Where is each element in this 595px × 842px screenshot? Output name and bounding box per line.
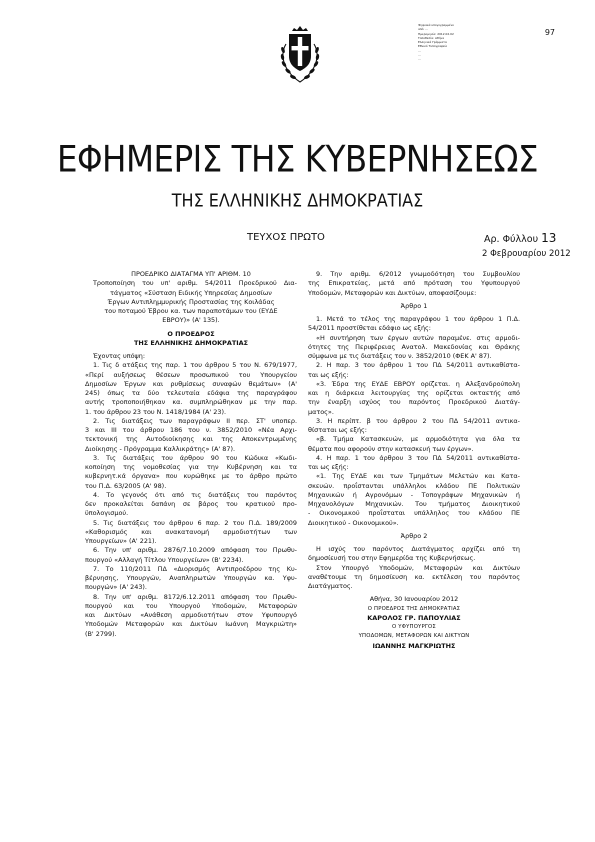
text-line: σκευών. προΐστανται υπάλληλοι κλάδου ΠΕ Πολιτικών bbox=[308, 481, 520, 490]
text-line: δεν προκαλείται δαπάνη σε βάρος του κρατικού προ- bbox=[85, 500, 297, 508]
stamp-line: ... bbox=[418, 57, 421, 62]
text-line: ότητες της Περιφέρειας Ανατολ. Μακεδονίας και Θράκης bbox=[308, 342, 520, 351]
text-line: 1. Μετά το τέλος της παραγράφου 1 του άρθρου 1 Π.Δ. bbox=[316, 315, 520, 323]
signatory-name: ΙΩΑΝΝΗΣ ΜΑΓΚΡΙΩΤΗΣ bbox=[372, 641, 456, 650]
text-line: Υπουργείων» (Α' 221). bbox=[85, 537, 157, 545]
text-line: «3. Έδρα της ΕΥΔΕ ΕΒΡΟΥ ορίζεται. η Αλεξανδρούπολη bbox=[316, 379, 520, 388]
article-heading: Άρθρο 1 bbox=[400, 301, 428, 310]
signatory-title: ΥΠΟΔΟΜΩΝ, ΜΕΤΑΦΟΡΩΝ ΚΑΙ ΔΙΚΤΥΩΝ bbox=[358, 633, 470, 640]
text-line: θίσταται ως εξής: bbox=[308, 426, 367, 434]
text-line: Διοίκησης - Πρόγραμμα Καλλικράτης» (Α' 87). bbox=[85, 444, 235, 453]
signatory-title: Ο ΠΡΟΕΔΡΟΣ ΤΗΣ ΔΗΜΟΚΡΑΤΙΑΣ bbox=[367, 605, 461, 612]
decree-heading: ΠΡΟΕΔΡΙΚΟ ΔΙΑΤΑΓΜΑ ΥΠ' ΑΡΙΘΜ. 10 bbox=[131, 270, 251, 278]
sheet-label: Αρ. Φύλλου bbox=[484, 234, 539, 245]
text-line: Έχοντας υπόψη: bbox=[93, 352, 146, 360]
text-line: (Β' 2799). bbox=[85, 629, 117, 638]
text-line: 245) όπως τα δύο τελευταία εδάφια της παραγράφου bbox=[85, 389, 297, 397]
signatory-name: ΚΑΡΟΛΟΣ ΓΡ. ΠΑΠΟΥΛΙΑΣ bbox=[367, 613, 461, 622]
stamp-line: Ημερομηνία: 2012.02.02 bbox=[418, 31, 454, 36]
text-line: του Π.Δ. 63/2005 (Α' 98). bbox=[85, 481, 167, 490]
issue-date: 2 Φεβρουαρίου 2012 bbox=[482, 249, 571, 259]
president-heading: ΤΗΣ ΕΛΛΗΝΙΚΗΣ ΔΗΜΟΚΡΑΤΙΑΣ bbox=[133, 338, 249, 347]
text-line: αναθέτουμε τη δημοσίευση κα. εκτέλεση του παρόντος bbox=[308, 572, 520, 581]
stamp-line: ... bbox=[418, 53, 421, 58]
text-line: Διοικητικού - Οικονομικού». bbox=[308, 518, 399, 527]
text-line: 5. Τις διατάξεις του άρθρου 6 παρ. 2 του Π.Δ. 189/2009 bbox=[93, 518, 297, 527]
text-line: 4. Η παρ. 1 του άρθρου 3 του ΠΔ 54/2011 αντικαθίστα- bbox=[316, 453, 520, 462]
text-line: Στον Υπουργό Υποδομών, Μεταφορών και Δικτύων bbox=[316, 563, 520, 572]
sheet-number bbox=[484, 231, 556, 245]
text-line: 2. Η παρ. 3 του άρθρου 1 του ΠΔ 54/2011 αντικαθίστα- bbox=[316, 361, 520, 370]
signatory-title: Ο ΥΦΥΠΟΥΡΓΟΣ bbox=[392, 624, 436, 630]
text-line: σύμφωνα με τις διατάξεις του ν. 3852/2010 (ΦΕΚ Α' 87). bbox=[308, 352, 492, 360]
stamp-line: από: ... bbox=[418, 27, 429, 32]
text-line: κυβερνητ.κά όργανα» που κυρώθηκε με το άρθρο πρώτο bbox=[85, 472, 297, 481]
text-line: τεκτονική της Αυτοδιοίκησης και της Αποκεντρωμένης bbox=[85, 435, 297, 444]
text-line: Δημοσίων Έργων και ρυθμίσεως συναφών θεμάτων» (Α' bbox=[85, 379, 297, 388]
text-line: Μηχανολόγων Μηχανικών. Του τμήματος Διοικητικού bbox=[308, 500, 520, 508]
text-line: 2. Τις διατάξεις των παραγράφων ΙΙ περ. ΣΤ' υποπερ. bbox=[93, 416, 297, 425]
text-line: ται ως εξής: bbox=[308, 463, 349, 471]
text-line: 3 και ΙΙΙ του άρθρου 186 του ν. 3852/2010 «Νέα Αρχι- bbox=[85, 426, 297, 434]
text-line: θέματα που αφορούν στην κατασκευή των έργων». bbox=[308, 444, 474, 453]
article-heading: Άρθρο 2 bbox=[400, 531, 428, 540]
text-line: της Επικρατείας, μετά από πρόταση του Υφυπουργού bbox=[308, 279, 520, 288]
text-line: - Οικονομικού προΐσταται υπάλληλος του κλάδου ΠΕ bbox=[308, 509, 520, 518]
text-line: «Η συντήρηση των έργων αυτών παραμένε. στις αρμοδι- bbox=[316, 333, 520, 342]
text-line: Διατάγματος. bbox=[308, 582, 353, 590]
stamp-line: Εθνικό Τυπογραφείο bbox=[418, 44, 448, 49]
decree-subject-line: Έργων Αντιπλημμυρικής Προστασίας της Κοιλάδας bbox=[107, 297, 275, 306]
text-line: 3. Η περίπτ. β του άρθρου 2 του ΠΔ 54/2011 αντικα- bbox=[316, 416, 520, 425]
digital-signature-stamp bbox=[418, 23, 486, 62]
stamp-line: ... bbox=[418, 48, 421, 53]
text-line: 1. Τις δ ατάξεις της παρ. 1 του άρθρου 5 του Ν. 679/1977, bbox=[93, 361, 297, 370]
text-line: και η διάρκεια λειτουργίας της ορίζεται οκταετής από bbox=[308, 389, 520, 397]
text-line: «β. Τμήμα Κατασκευών, με αρμοδιότητα για όλα τα bbox=[316, 435, 520, 444]
text-line: 9. Την αριθμ. 6/2012 γνωμοδότηση του Συμβουλίου bbox=[316, 270, 520, 278]
stamp-line: Ελληνικά Γράμματα bbox=[418, 40, 447, 45]
text-line: αυτής τροποποιήθηκαν κα. συμπληρώθηκαν με την παρ. bbox=[85, 398, 297, 407]
text-line: 4. Το γεγονός ότι από τις διατάξεις του παρόντος bbox=[93, 490, 297, 499]
text-line: 7. Το 110/2011 ΠΔ «Διορισμός Αντιπροέδρου της Κυ- bbox=[93, 564, 297, 573]
text-line: ϋπολογισμού. bbox=[85, 509, 129, 518]
text-line: Μηχανικών ή Αγρονόμων - Τοπογράφων Μηχανικών ή bbox=[308, 490, 520, 499]
text-line: κοποίηση της νομοθεσίας για την Κυβέρνηση και τα bbox=[85, 463, 297, 471]
decree-subject-line: τάγματος «Σύσταση Ειδικής Υπηρεσίας Δημοσίων bbox=[110, 288, 272, 297]
issue-label: ΤΕΥΧΟΣ ΠΡΩΤΟ bbox=[247, 232, 325, 243]
text-line: «Καθορισμός και ανακατανομή αρμοδιοτήτων των bbox=[85, 527, 297, 536]
text-line: «1. Της ΕΥΔΕ και των Τμημάτων Μελετών και Κατα- bbox=[316, 472, 520, 481]
text-line: δημοσίευσή του στην Εφημερίδα της Κυβερνήσεως. bbox=[308, 554, 476, 563]
text-line: Υποδομών Μεταφορών και Δικτύων Ιωάννη Μαγκριώτη» bbox=[85, 620, 297, 629]
text-line: 6. Την υπ' αριθμ. 2876/7.10.2009 απόφαση του Πρωθυ- bbox=[93, 546, 297, 555]
president-heading: Ο ΠΡΟΕΔΡΟΣ bbox=[167, 329, 215, 338]
stamp-line: Τοποθεσία: Αθήνα bbox=[418, 35, 445, 40]
decree-subject-line: Τροποποίηση του υπ' αριθμ. 54/2011 Προεδρικού Δια- bbox=[93, 279, 297, 288]
left-column bbox=[85, 270, 297, 639]
decree-subject-line: ΕΒΡΟΥ)» (Α' 135). bbox=[162, 316, 220, 325]
stamp-line: Ψηφιακά υπογεγραμμένο bbox=[418, 23, 454, 27]
text-line: ται ως εξής: bbox=[308, 370, 349, 379]
decree-subject-line: του ποταμού Έβρου κα. των παραποτάμων του (ΕΥΔΕ bbox=[104, 307, 278, 315]
text-line: ματος». bbox=[308, 407, 334, 416]
gazette-title: ΕΦΗΜΕΡΙΣ ΤΗΣ ΚΥΒΕΡΝΗΣΕΩΣ bbox=[56, 138, 539, 181]
text-line: 8. Την υπ' αριθμ. 8172/6.12.2011 απόφαση του Πρωθυ- bbox=[93, 592, 297, 601]
text-line: Υποδομών, Μεταφορών και Δικτύων, αποφασίζουμε: bbox=[308, 288, 477, 297]
text-line: 54/2011 προστίθεται εδάφιο ως εξής: bbox=[308, 324, 431, 333]
page-number: 97 bbox=[544, 28, 555, 37]
sheet-number-value: 13 bbox=[541, 231, 557, 245]
text-line: την έναρξη ισχύος του παρόντος Προεδρικού Διατάγ- bbox=[308, 398, 520, 407]
right-column bbox=[308, 270, 520, 651]
text-line: 3. Τις διατάξεις του άρθρου 90 του Κώδικα «Κωδι- bbox=[93, 453, 297, 462]
text-line: 1. του άρθρου 23 του Ν. 1418/1984 (Α' 23). bbox=[85, 407, 227, 416]
signing-date: Αθήνα, 30 Ιανουαρίου 2012 bbox=[369, 595, 459, 604]
text-line: Η ισχύς του παρόντος Διατάγματος αρχίζει από τη bbox=[316, 545, 520, 553]
text-line: βέρνησης, Υπουργών, Αναπληρωτών Υπουργών κα. Υφυ- bbox=[85, 574, 297, 582]
text-line: πουργού και του Υπουργού Υποδομών, Μεταφορών bbox=[85, 601, 297, 610]
text-line: «Περί αυξήσεως θέσεων προσωπικού του Υπουργείου bbox=[85, 370, 297, 379]
text-line: πουργών» (Α' 243). bbox=[85, 583, 147, 592]
gazette-subtitle: ΤΗΣ ΕΛΛΗΝΙΚΗΣ ΔΗΜΟΚΡΑΤΙΑΣ bbox=[171, 190, 424, 211]
text-line: πουργού «Αλλαγή Τίτλου Υπουργείων» (Β' 2234). bbox=[85, 555, 244, 564]
text-line: και Δικτύων «Ανάθεση αρμοδιοτήτων στον Υφυπουργό bbox=[85, 611, 297, 619]
greek-coat-of-arms-icon bbox=[276, 24, 324, 86]
